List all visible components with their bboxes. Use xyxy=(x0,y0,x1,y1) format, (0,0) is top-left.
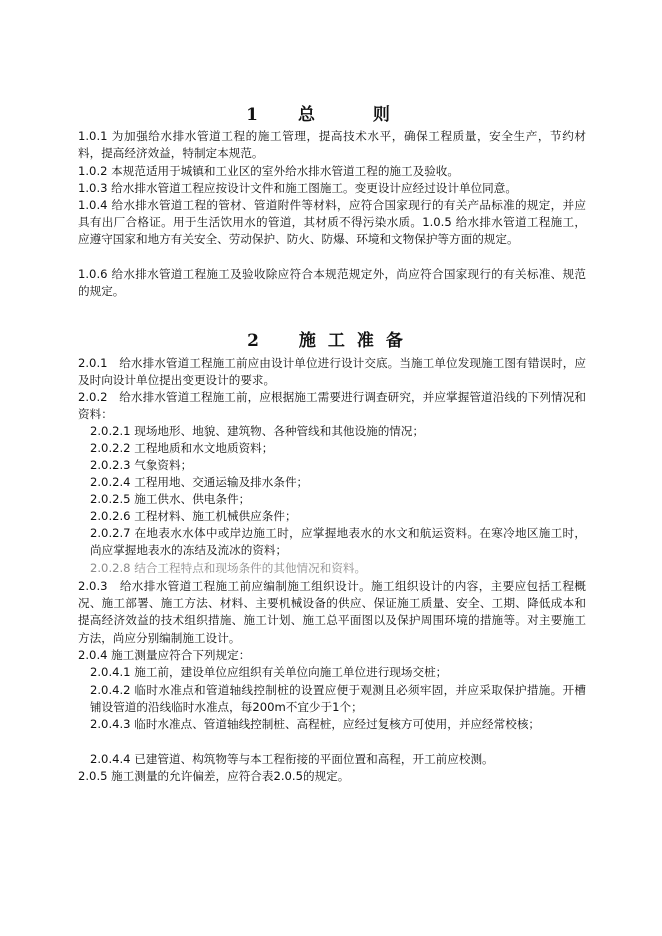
clause-1-0-4: 1.0.4 给水排水管道工程的管材、管道附件等材料，应符合国家现行的有关产品标准的规定，并应具有出厂合格证。用于生活饮用水的管道，其材质不得污染水质。1.0.5 给水排水管道工程施工，应遵守国家和地方有关安全、劳动保护、防火、防爆、环境和文物保护等方面的规定。 xyxy=(78,198,586,247)
clause-2-0-4-4: 2.0.4.4 已建管道、构筑物等与本工程衔接的平面位置和高程，开工前应校测。 xyxy=(90,752,494,766)
clause-2-0-4-1: 2.0.4.1 施工前，建设单位应组织有关单位向施工单位进行现场交桩； xyxy=(90,665,448,679)
clause-2-0-4-2: 2.0.4.2 临时水准点和管道轴线控制桩的设置应便于观测且必须牢固，并应采取保护措施。开槽铺设管道的沿线临时水准点，每200m不宜少于1个； xyxy=(90,683,586,715)
clause-2-0-2-4: 2.0.2.4 工程用地、交通运输及排水条件； xyxy=(90,475,309,489)
section-1-number: 1 xyxy=(246,105,260,125)
clause-2-0-3: 2.0.3 给水排水管道工程施工前应编制施工组织设计。施工组织设计的内容，主要应包括工程概况、施工部署、施工方法、材料、主要机械设备的供应、保证施工质量、安全、工期、降低成本和提高经济效益的技术组织措施、施工计划、施工总平面图以及保护周围环境的措施等。对主要施工方法，尚应分别编制施工设计。 xyxy=(78,579,586,645)
clause-2-0-1: 2.0.1 给水排水管道工程施工前应由设计单位进行设计交底。当施工单位发现施工图有错误时，应及时向设计单位提出变更设计的要求。 xyxy=(78,356,586,388)
clause-2-0-2-5: 2.0.2.5 施工供水、供电条件； xyxy=(90,492,251,506)
clause-1-0-2: 1.0.2 本规范适用于城镇和工业区的室外给水排水管道工程的施工及验收。 xyxy=(78,164,459,178)
clause-1-0-1: 1.0.1 为加强给水排水管道工程的施工管理，提高技术水平，确保工程质量，安全生产，节约材料，提高经济效益，特制定本规范。 xyxy=(78,129,586,161)
clause-2-0-2: 2.0.2 给水排水管道工程施工前，应根据施工需要进行调查研究，并应掌握管道沿线的下列情况和资料： xyxy=(78,390,586,422)
clause-2-0-2-2: 2.0.2.2 工程地质和水文地质资料； xyxy=(90,441,274,455)
section-1-heading xyxy=(0,100,662,125)
section-2-title: 施工准备 xyxy=(298,331,415,351)
section-1-title: 总 则 xyxy=(297,105,416,125)
clause-2-0-4: 2.0.4 施工测量应符合下列规定： xyxy=(78,648,251,662)
clause-2-0-2-7: 2.0.2.7 在地表水水体中或岸边施工时，应掌握地表水的水文和航运资料。在寒冷地区施工时，尚应掌握地表水的冻结及流冰的资料； xyxy=(90,526,586,558)
section-2-number: 2 xyxy=(247,331,261,351)
clause-2-0-2-6: 2.0.2.6 工程材料、施工机械供应条件； xyxy=(90,509,297,523)
clause-2-0-2-3: 2.0.2.3 气象资料； xyxy=(90,458,193,472)
clause-2-0-4-3: 2.0.4.3 临时水准点、管道轴线控制桩、高程桩，应经过复核方可使用，并应经常校核； xyxy=(90,717,541,731)
clause-1-0-6: 1.0.6 给水排水管道工程施工及验收除应符合本规范规定外，尚应符合国家现行的有关标准、规范的规定。 xyxy=(78,267,586,299)
section-2-heading xyxy=(0,326,662,351)
clause-1-0-3: 1.0.3 给水排水管道工程应按设计文件和施工图施工。变更设计应经过设计单位同意。 xyxy=(78,181,517,195)
clause-2-0-2-8: 2.0.2.8 结合工程特点和现场条件的其他情况和资料。 xyxy=(90,561,367,575)
clause-2-0-2-1: 2.0.2.1 现场地形、地貌、建筑物、各种管线和其他设施的情况； xyxy=(90,424,425,438)
clause-2-0-5: 2.0.5 施工测量的允许偏差，应符合表2.0.5的规定。 xyxy=(78,769,350,783)
